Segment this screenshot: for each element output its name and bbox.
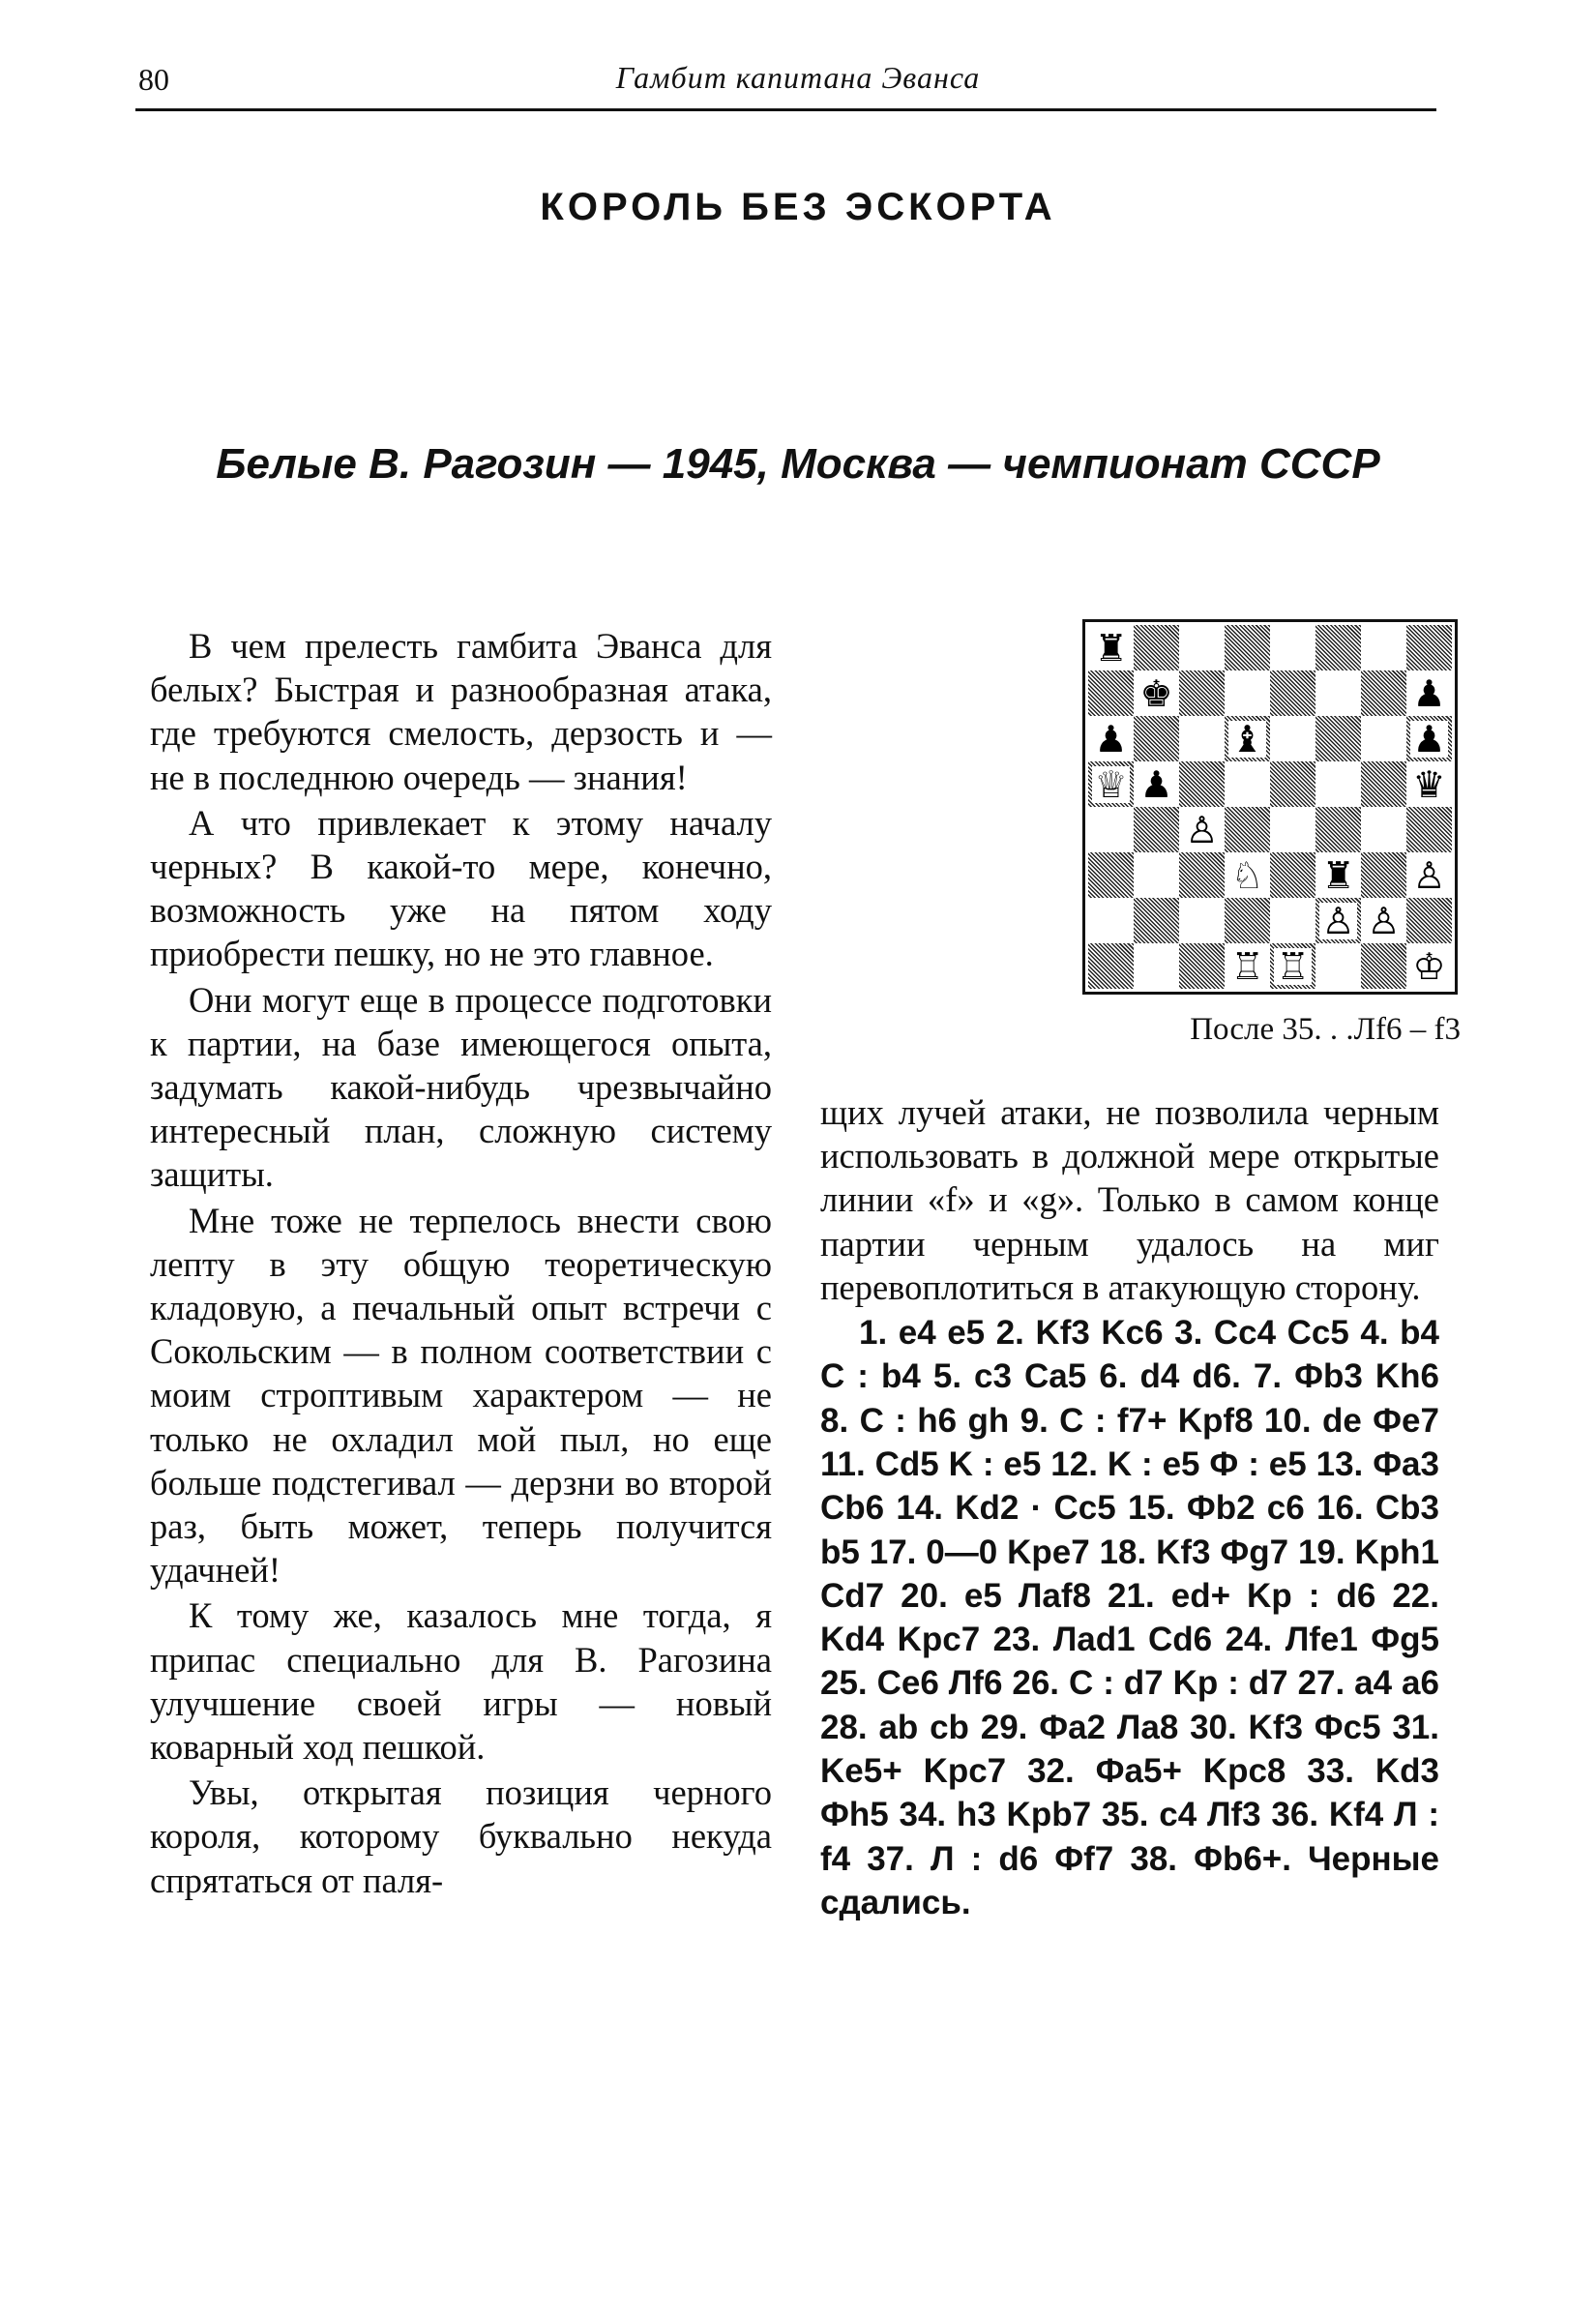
board-square (1361, 852, 1406, 898)
chess-piece: ♕ (1094, 762, 1128, 806)
board-square (1088, 625, 1134, 670)
right-column (820, 1090, 1439, 1926)
board-square (1361, 761, 1406, 807)
chess-diagram (1082, 619, 1458, 995)
chess-piece: ♙ (1367, 899, 1401, 942)
board-square (1315, 625, 1361, 670)
board-square (1088, 852, 1134, 898)
board-square (1225, 852, 1270, 898)
board-square (1179, 716, 1225, 761)
board-square (1225, 761, 1270, 807)
board-square (1225, 716, 1270, 761)
board-square (1225, 625, 1270, 670)
board-square (1270, 852, 1315, 898)
board-square (1361, 898, 1406, 943)
header-rule (135, 108, 1436, 111)
diagram-caption: После 35. . .Лf6 – f3 (1190, 1012, 1461, 1047)
chess-piece: ♜ (1094, 626, 1128, 670)
board-square (1406, 716, 1452, 761)
chess-piece: ♟ (1412, 717, 1446, 760)
board-square (1406, 761, 1452, 807)
paragraph: В чем прелесть гамбита Эванса для белых? Быстрая и разнообразная атака, где требуются смелость, дерзость и — не в последнюю очередь — знания! (150, 626, 772, 797)
board-square (1088, 807, 1134, 852)
chess-piece: ♙ (1412, 853, 1446, 897)
board-square (1179, 943, 1225, 989)
board-square (1315, 761, 1361, 807)
board-square (1406, 670, 1452, 716)
board-square (1270, 898, 1315, 943)
chess-piece: ♟ (1139, 762, 1173, 806)
board-square (1315, 943, 1361, 989)
board-square (1361, 943, 1406, 989)
paragraph: Увы, открытая позиция черного короля, которому буквально некуда спрятаться от паля- (150, 1772, 772, 1900)
left-column (150, 624, 772, 1904)
chess-piece: ♛ (1412, 762, 1446, 806)
board-square (1225, 943, 1270, 989)
board-square (1315, 807, 1361, 852)
chess-piece: ♔ (1412, 944, 1446, 988)
board-square (1225, 807, 1270, 852)
board-square (1270, 716, 1315, 761)
board-square (1361, 807, 1406, 852)
chess-piece: ♙ (1185, 808, 1219, 851)
chess-piece: ♟ (1094, 717, 1128, 760)
board-square (1134, 852, 1179, 898)
paragraph: К тому же, казалось мне тогда, я припас специально для В. Рагозина улучшение своей игры — новый коварный ход пешкой. (150, 1595, 772, 1768)
board-square (1406, 898, 1452, 943)
page-number: 80 (138, 62, 169, 97)
board-square (1179, 898, 1225, 943)
board-square (1406, 807, 1452, 852)
board-square (1179, 761, 1225, 807)
paragraph-continuation: щих лучей атаки, не позволила черным использовать в должной мере открытые линии «f» и «g». Только в самом конце партии черным удалось на миг перевоплотиться в атакующую сторону. (820, 1092, 1439, 1307)
board-square (1270, 807, 1315, 852)
board-square (1315, 716, 1361, 761)
chess-board (1088, 625, 1452, 989)
paragraph: Они могут еще в процессе подготовки к партии, на базе имеющегося опыта, задумать какой-нибудь чрезвычайно интересный план, сложную систему защиты. (150, 979, 772, 1195)
board-square (1225, 670, 1270, 716)
board-square (1361, 670, 1406, 716)
game-heading: Белые В. Рагозин — 1945, Москва — чемпионат СССР (216, 440, 1380, 488)
chess-piece: ♝ (1230, 717, 1264, 760)
chess-piece: ♘ (1230, 853, 1264, 897)
board-square (1361, 716, 1406, 761)
board-square (1315, 898, 1361, 943)
board-square (1088, 898, 1134, 943)
board-square (1270, 625, 1315, 670)
board-square (1179, 852, 1225, 898)
board-square (1134, 716, 1179, 761)
chess-piece: ♚ (1139, 671, 1173, 715)
chapter-title: КОРОЛЬ БЕЗ ЭСКОРТА (540, 186, 1056, 228)
board-square (1088, 943, 1134, 989)
chess-piece: ♟ (1412, 671, 1446, 715)
board-square (1134, 670, 1179, 716)
running-title: Гамбит капитана Эванса (615, 60, 981, 95)
board-square (1179, 670, 1225, 716)
game-moves: 1. e4 e5 2. Kf3 Kc6 3. Cc4 Cc5 4. b4 C : b4 5. c3 Ca5 6. d4 d6. 7. Фb3 Kh6 8. C : h6 gh 9. C : f7+ Kpf8 10. de Фe7 11. Cd5 K : e5 12. K : e5 Ф : e5 13. Фa3 Cb6 14. Kd2 · Cc5 15. Фb2 c6 16. Cb3 b5 17. 0—0 Kpe7 18. Kf3 Фg7 19. Kph1 Cd7 20. e5 Лaf8 21. ed+ Kp : d6 22. Kd4 Kpc7 23. Лad1 Cd6 24. Лfe1 Фg5 25. Ce6 Лf6 26. C : d7 Kp : d7 27. a4 a6 28. ab cb 29. Фa2 Лa8 30. Kf3 Фc5 31. Ke5+ Kpc7 32. Фa5+ Kpc8 33. Kd3 Фh5 34. h3 Kpb7 35. c4 Лf3 36. Kf4 Л : f4 37. Л : d6 Фf7 38. Фb6+. Черные сдались. (820, 1314, 1439, 1921)
board-square (1134, 625, 1179, 670)
board-square (1225, 898, 1270, 943)
board-square (1270, 761, 1315, 807)
board-square (1270, 670, 1315, 716)
board-square (1406, 625, 1452, 670)
board-square (1179, 625, 1225, 670)
chess-piece: ♜ (1321, 853, 1355, 897)
board-square (1088, 716, 1134, 761)
board-square (1088, 761, 1134, 807)
chess-piece: ♖ (1276, 944, 1310, 988)
paragraph: Мне тоже не терпелось внести свою лепту в эту общую теоретическую кладовую, а печальный опыт встречи с Сокольским — в полном соответствии с моим строптивым характером — не только не охладил мой пыл, но еще больше подстегивал — дерзни во второй раз, быть может, теперь получится удачней! (150, 1200, 772, 1591)
chess-piece: ♙ (1321, 899, 1355, 942)
board-square (1361, 625, 1406, 670)
board-square (1315, 852, 1361, 898)
board-square (1134, 807, 1179, 852)
board-square (1406, 852, 1452, 898)
board-square (1315, 670, 1361, 716)
paragraph: А что привлекает к этому началу черных? В какой-то мере, конечно, возможность уже на пятом ходу приобрести пешку, но не это главное. (150, 802, 772, 974)
board-square (1088, 670, 1134, 716)
chess-piece: ♖ (1230, 944, 1264, 988)
board-square (1134, 761, 1179, 807)
board-square (1134, 898, 1179, 943)
board-square (1270, 943, 1315, 989)
board-square (1179, 807, 1225, 852)
board-square (1406, 943, 1452, 989)
board-square (1134, 943, 1179, 989)
